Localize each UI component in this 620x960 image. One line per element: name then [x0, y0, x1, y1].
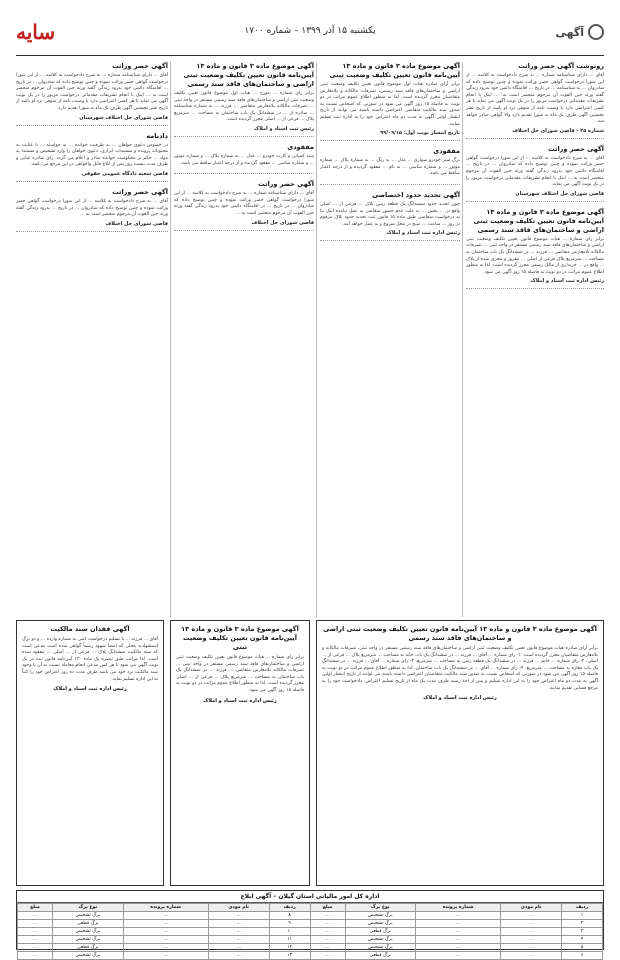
notice-title: دادنامه	[146, 131, 168, 140]
table-cell: ...	[501, 936, 562, 944]
notice-title: رونوشت آگهی حصر وراثت	[518, 62, 604, 70]
table-cell: ...	[501, 944, 562, 952]
table-cell: ...	[18, 952, 53, 960]
notice	[320, 62, 460, 141]
notice-body: برگ سبز خودرو سواری ... مدل ... به رنگ ... به شماره پلاک ... شماره موتور ... و شماره شاسی ... به نام ... مفقود گردیده و از درجه اعتبار ساقط می باشد.	[320, 158, 460, 177]
table-cell: ...	[208, 936, 269, 944]
notice-title: آگهی حصر وراثت	[112, 187, 168, 196]
table-cell: برگ تشخیص	[345, 944, 416, 952]
table-cell: ...	[18, 928, 53, 936]
table-cell: ...	[123, 928, 208, 936]
notice-body: آقای ... به شرح دادخواست به کلاسه ... از این شورا درخواست گواهی حصر وراثت نموده و چنین توضیح داده که شادروان ... در تاریخ ... اقامتگاه دائمی خود بدرود زندگی گفته ورثه حین الفوت آن مرحوم منحصر است به ... اینک با انجام تشریفات مقدماتی درخواست مزبور را در یک نوبت آگهی می نماید.	[466, 155, 604, 188]
table-cell: ...	[310, 944, 345, 952]
table-cell: ...	[310, 912, 345, 920]
table-cell: ...	[501, 920, 562, 928]
table-cell: ...	[310, 920, 345, 928]
table-body	[18, 912, 603, 960]
notice-body: آقای ... دارای شناسنامه شماره ... به شرح دادخواست به کلاسه ... از این شورا درخواست گواهی حصر وراثت نموده و چنین توضیح داده که شادروان ... در تاریخ ... اقامتگاه دائمی خود بدرود زندگی گفته ورثه حین الفوت آن مرحوم منحصر است به ... اینک با انجام تشریفات مقدماتی درخواست مزبور را در یک نوبت آگهی می نماید تا هر کسی اعتراضی دارد یا وصیت نامه از متوفی نزد او باشد از تاریخ نشر نخستین آگهی ظرف یک ماه به شورا تقدیم دارد.	[16, 73, 168, 111]
notice-title: مفقودی	[287, 142, 314, 151]
notice	[320, 147, 460, 185]
notice-body: سند کمپانی و کارت خودرو ... مدل ... به شماره پلاک ... و شماره موتور ... و شماره شاسی ... مفقود گردیده و از درجه اعتبار ساقط می باشد.	[174, 153, 314, 166]
notice-signature: شماره ۲۵ - قاضی شورای حل اختلاف	[512, 127, 604, 134]
table-header-cell: نوع برگ	[53, 904, 124, 912]
table-cell: ۳	[562, 928, 603, 936]
table-cell: برگ قطعی	[345, 952, 416, 960]
table-header-cell: ردیف	[562, 904, 603, 912]
box-body: آقای ... فرزند ... با تسلیم درخواست کتبی به شماره وارده ... و دو برگ استشهادیه محلی که امضا شهود رسماً گواهی شده است مدعی است که سند مالکیت ششدانگ پلاک ... فرعی از ... اصلی ... مفقود شده است. لذا مراتب طبق تبصره یک ماده ۱۲۰ آیین‌نامه قانون ثبت در یک نوبت آگهی می شود تا هر کس مدعی انجام معامله نسبت به آن یا وجود سند مالکیت نزد خود می باشد ظرف مدت ده روز اعتراض خود را کتباً به این اداره تسلیم نماید.	[22, 637, 158, 682]
table-cell: برگ تشخیص	[345, 912, 416, 920]
table-cell: برگ تشخیص	[53, 936, 124, 944]
table-cell: ...	[310, 952, 345, 960]
table-header-cell: شماره پرونده	[123, 904, 208, 912]
table-header-cell: مبلغ	[310, 904, 345, 912]
table-header-cell: ردیف	[269, 904, 310, 912]
header-divider	[16, 55, 604, 56]
ads-column-2	[320, 62, 460, 617]
boxed-notice	[16, 620, 164, 886]
table-header-cell: مبلغ	[18, 904, 53, 912]
column-divider	[170, 62, 171, 617]
boxed-notice	[170, 620, 310, 886]
table-cell: برگ قطعی	[345, 928, 416, 936]
table-cell: برگ تشخیص	[53, 928, 124, 936]
table-cell: ۸	[269, 912, 310, 920]
notice-body: در خصوص دعوی خواهان ... به طرفیت خوانده ... به خواسته ... با عنایت به محتویات پرونده و مستندات ابرازی، دعوی خواهان را وارد تشخیص و مستندا به مواد ... حکم بر محکومیت خوانده صادر و اعلام می گردد. رای صادره غیابی و ظرف مدت بیست روز پس از ابلاغ قابل واخواهی در این مرجع می باشد.	[16, 142, 168, 168]
notice-signature: قاضی شورای حل اختلاف	[251, 219, 314, 226]
notice	[16, 132, 168, 182]
notice-signature: قاضی شعبه دادگاه عمومی حقوقی	[81, 170, 168, 177]
section-title: آگهی	[555, 25, 584, 39]
table-cell: برگ تشخیص	[53, 952, 124, 960]
notice-title: آگهی موضوع ماده ۳ قانون و ماده ۱۳ آیین‌نامه قانون تعیین تکلیف وضعیت ثبتی اراضی و ساختمان‌های فاقد سند رسمی	[183, 62, 314, 88]
notice	[466, 145, 604, 202]
table-cell: ...	[416, 920, 501, 928]
notice-body: آقای ... به شرح دادخواست به کلاسه ... از این شورا درخواست گواهی حصر وراثت نموده و چنین توضیح داده که شادروان ... در تاریخ ... بدرود زندگی گفته ورثه حین الفوت آن مرحوم منحصر است به ...	[16, 198, 168, 218]
notice-body: برابر رای شماره ... هیات موضوع قانون تعیین تکلیف وضعیت ثبتی اراضی و ساختمان‌های فاقد سند رسمی مستقر در واحد ثبتی ... تصرفات مالکانه بلامعارض متقاضی ... فرزند ... در ششدانگ یک باب ساختمان به مساحت ... مترمربع پلاک فرعی از اصلی ... مفروز و مجزی شده از پلاک ... واقع در ... خریداری از مالک رسمی محرز گردیده است. لذا به منظور اطلاع عموم مراتب در دو نوبت به فاصله ۱۵ روز آگهی می شود.	[466, 236, 604, 275]
table-cell: ۴	[562, 936, 603, 944]
box-signature: رئیس اداره ثبت اسناد و املاک	[203, 697, 277, 704]
box-title: آگهی موضوع ماده ۳ قانون و ماده ۱۳ آیین‌نامه قانون تعیین تکلیف وضعیت ثبتی	[181, 625, 299, 651]
table-cell: ...	[310, 936, 345, 944]
notice-signature: تاریخ انتشار نوبت اول: ۹۹/۰۹/۱۵	[380, 130, 460, 137]
notice-title: آگهی حصر وراثت	[548, 144, 604, 153]
table-row	[18, 936, 603, 944]
notice	[320, 191, 460, 241]
notice-body: برابر رای شماره ... مورخ ... هیات اول موضوع قانون تعیین تکلیف وضعیت ثبتی اراضی و ساختمان‌های فاقد سند رسمی مستقر در واحد ثبتی ... تصرفات مالکانه بلامعارض متقاضی ... فرزند ... به شماره شناسنامه ... صادره از ... در ششدانگ یک باب ساختمان به مساحت ... مترمربع پلاک ... فرعی از ... اصلی محرز گردیده است.	[174, 91, 314, 123]
table-cell: ...	[501, 912, 562, 920]
notice	[174, 180, 314, 230]
table-cell: برگ قطعی	[53, 944, 124, 952]
notice-body: آقای ... دارای شناسنامه شماره ... به شرح دادخواست به کلاسه ... از این شورا درخواست گواهی حصر وراثت نموده و چنین توضیح داده که شادروان ... به شناسنامه ... در تاریخ ... اقامتگاه دائمی خود بدرود زندگی گفته ورثه حین الفوت آن مرحوم منحصر است به: ... اینک با انجام تشریفات مقدماتی درخواست مزبور را در یک نوبت آگهی می نماید تا هر کسی اعتراضی دارد یا وصیت نامه از متوفی نزد او باشد از تاریخ نشر نخستین آگهی ظرف یک ماه به شورا تقدیم دارد والا گواهی صادر خواهد شد.	[466, 73, 604, 125]
table-header-cell: نام مودی	[501, 904, 562, 912]
notice	[16, 62, 168, 126]
notice-title: مفقودی	[433, 147, 460, 156]
table-cell: ...	[208, 920, 269, 928]
notice-title: آگهی حصر وراثت	[112, 62, 168, 70]
table-cell: ...	[501, 928, 562, 936]
notice	[466, 62, 604, 139]
notice-signature: قاضی شورای حل اختلاف شهرستان	[79, 114, 168, 121]
notice-body: آقای ... دارای شناسنامه شماره ... به شرح دادخواست به کلاسه ... از این شورا درخواست گواهی حصر وراثت نموده و چنین توضیح داده که شادروان ... در تاریخ ... در اقامتگاه دائمی خود بدرود زندگی گفته ورثه حین الفوت آن مرحوم منحصر است به ...	[174, 191, 314, 216]
table-cell: ...	[208, 952, 269, 960]
table-cell: ...	[208, 944, 269, 952]
notice	[174, 62, 314, 137]
table-title: اداره کل امور مالیاتی استان گیلان – آگهی ابلاغ	[17, 891, 603, 903]
table-cell: ...	[416, 928, 501, 936]
table-cell: ...	[123, 952, 208, 960]
table-cell: ...	[123, 920, 208, 928]
box-body: برابر آرای صادره هیات موضوع قانون تعیین تکلیف وضعیت ثبتی اراضی و ساختمان‌های فاقد سند رسمی مستقر در واحد ثبتی، تصرفات مالکانه و بلامعارض متقاضیان محرز گردیده است. ۱- رای شماره ... آقای ... فرزند ... در ششدانگ یک باب خانه به مساحت ... مترمربع پلاک ... فرعی از ... اصلی. ۲- رای شماره ... خانم ... فرزند ... در ششدانگ یک قطعه زمین به مساحت ... مترمربع. ۳- رای شماره ... آقای ... فرزند ... در ششدانگ یک باب مغازه به مساحت ... مترمربع. ۴- رای شماره ... آقای ... در ششدانگ یک باب ساختمان. لذا به منظور اطلاع عموم مراتب در دو نوبت به فاصله ۱۵ روز آگهی می شود در صورتی که اشخاص نسبت به صدور سند مالکیت متقاضیان اعتراضی داشته باشند می توانند از تاریخ انتشار اولین آگهی به مدت دو ماه اعتراض خود را به این اداره تسلیم و پس از اخذ رسید ظرف مدت یک ماه از تاریخ تسلیم اعتراض، دادخواست خود را به مرجع قضایی تقدیم نمایند.	[322, 646, 599, 691]
table-row	[18, 912, 603, 920]
table-cell: ۱۱	[269, 936, 310, 944]
table-cell: ۵	[562, 944, 603, 952]
table-cell: برگ تشخیص	[345, 920, 416, 928]
table-cell: ۱۰	[269, 928, 310, 936]
table-cell: ...	[123, 912, 208, 920]
notice-title: آگهی موضوع ماده ۳ قانون و ماده ۱۳ آیین‌نامه قانون تعیین تکلیف وضعیت ثبتی	[329, 62, 460, 79]
table-cell: ...	[123, 936, 208, 944]
notice-title: آگهی حصر وراثت	[258, 180, 314, 189]
notice-title: آگهی تحدید حدود اختصاصی	[372, 190, 460, 199]
table-cell: ...	[501, 952, 562, 960]
table-cell: برگ قطعی	[53, 920, 124, 928]
column-divider	[316, 62, 317, 617]
ads-column-3	[174, 62, 314, 617]
table-cell: ۲	[562, 920, 603, 928]
table-cell: ...	[18, 936, 53, 944]
table-cell: برگ تشخیص	[345, 936, 416, 944]
table-header-cell: شماره پرونده	[416, 904, 501, 912]
table-row	[18, 952, 603, 960]
notice	[16, 188, 168, 232]
table-header-cell: نوع برگ	[345, 904, 416, 912]
notice-body: برابر آرای صادره هیات اول موضوع قانون تعیین تکلیف وضعیت ثبتی اراضی و ساختمان‌های فاقد سند رسمی، تصرفات مالکانه و بلامعارض متقاضیان محرز گردیده است. لذا به منظور اطلاع عموم مراتب در دو نوبت به فاصله ۱۵ روز آگهی می شود در صورتی که اشخاص نسبت به صدور سند مالکیت متقاضی اعتراضی داشته باشند می توانند از تاریخ انتشار اولین آگهی به مدت دو ماه اعتراض خود را به اداره ثبت تسلیم نمایند.	[320, 82, 461, 127]
ads-column-4	[16, 62, 168, 617]
column-divider	[462, 62, 463, 617]
tax-notice-table	[16, 890, 604, 958]
table-cell: ...	[310, 928, 345, 936]
table-cell: ۱۲	[269, 944, 310, 952]
box-signature: رئیس اداره ثبت اسناد و املاک	[53, 686, 127, 693]
issue-date-line: یکشنبه ۱۵ آذر ۱۳۹۹ – شماره ۱۷۰۰	[244, 26, 376, 36]
notice-signature: قاضی شورای حل اختلاف	[105, 220, 168, 227]
table-cell: ...	[416, 944, 501, 952]
ads-column-1	[466, 62, 604, 617]
newspaper-logo: سایه	[16, 20, 56, 44]
table-cell: ...	[416, 936, 501, 944]
table-cell: ...	[18, 912, 53, 920]
table-row	[18, 944, 603, 952]
table-cell: ...	[208, 912, 269, 920]
notice-body: چون تحدید حدود ششدانگ یک قطعه زمین پلاک ... فرعی از ... اصلی واقع در ... بخش ... به علت عدم حضور متقاضی به عمل نیامده اینک بنا به درخواست متقاضی طبق ماده ۱۵ قانون ثبت تحدید حدود پلاک مرقوم در روز ... ساعت ... صبح در محل شروع و به عمل خواهد آمد.	[320, 201, 460, 227]
notice-signature: رئیس اداره ثبت اسناد و املاک	[386, 230, 460, 237]
data-table	[17, 903, 603, 960]
table-cell: ۶	[562, 952, 603, 960]
table-cell: ...	[123, 944, 208, 952]
table-cell: ...	[18, 944, 53, 952]
box-title: آگهی موضوع ماده ۳ قانون و ماده ۱۳ آیین‌نامه قانون تعیین تکلیف وضعیت ثبتی اراضی و ساختمان‌های فاقد سند رسمی	[323, 625, 597, 642]
box-signature: رئیس اداره ثبت اسناد و املاک	[423, 695, 497, 702]
notice-signature: رئیس اداره ثبت اسناد و املاک	[530, 278, 604, 285]
boxed-notice-wide	[316, 620, 604, 886]
notice-signature: قاضی شورای حل اختلاف شهرستان	[515, 190, 604, 197]
table-header-cell: نام مودی	[208, 904, 269, 912]
table-cell: ...	[416, 912, 501, 920]
box-body: برابر رای شماره ... هیات موضوع قانون تعیین تکلیف وضعیت ثبتی اراضی و ساختمان‌های فاقد سند رسمی مستقر در واحد ثبتی ... تصرفات مالکانه بلامعارض متقاضی ... فرزند ... در ششدانگ یک باب ساختمان به مساحت ... مترمربع پلاک ... فرعی از ... اصلی محرز گردیده است. لذا به منظور اطلاع عموم مراتب در دو نوبت به فاصله ۱۵ روز آگهی می شود.	[176, 655, 304, 693]
box-title: آگهی فقدان سند مالکیت	[50, 625, 130, 633]
notice-signature: رئیس ثبت اسناد و املاک	[254, 125, 314, 132]
table-header-row	[18, 904, 603, 912]
table-cell: ۱۳	[269, 952, 310, 960]
table-row	[18, 920, 603, 928]
table-cell: برگ تشخیص	[53, 912, 124, 920]
table-cell: ...	[18, 920, 53, 928]
table-cell: ۱	[562, 912, 603, 920]
notice	[174, 143, 314, 174]
page-header	[16, 20, 604, 54]
notice-title: آگهی موضوع ماده ۳ قانون و ماده ۱۳ آیین‌نامه قانون تعیین تکلیف وضعیت ثبتی اراضی و ساختمان‌های فاقد سند رسمی	[473, 207, 604, 234]
table-cell: ...	[416, 952, 501, 960]
table-cell: ...	[208, 928, 269, 936]
table-row	[18, 928, 603, 936]
notice	[466, 208, 604, 290]
table-cell: ۹	[269, 920, 310, 928]
